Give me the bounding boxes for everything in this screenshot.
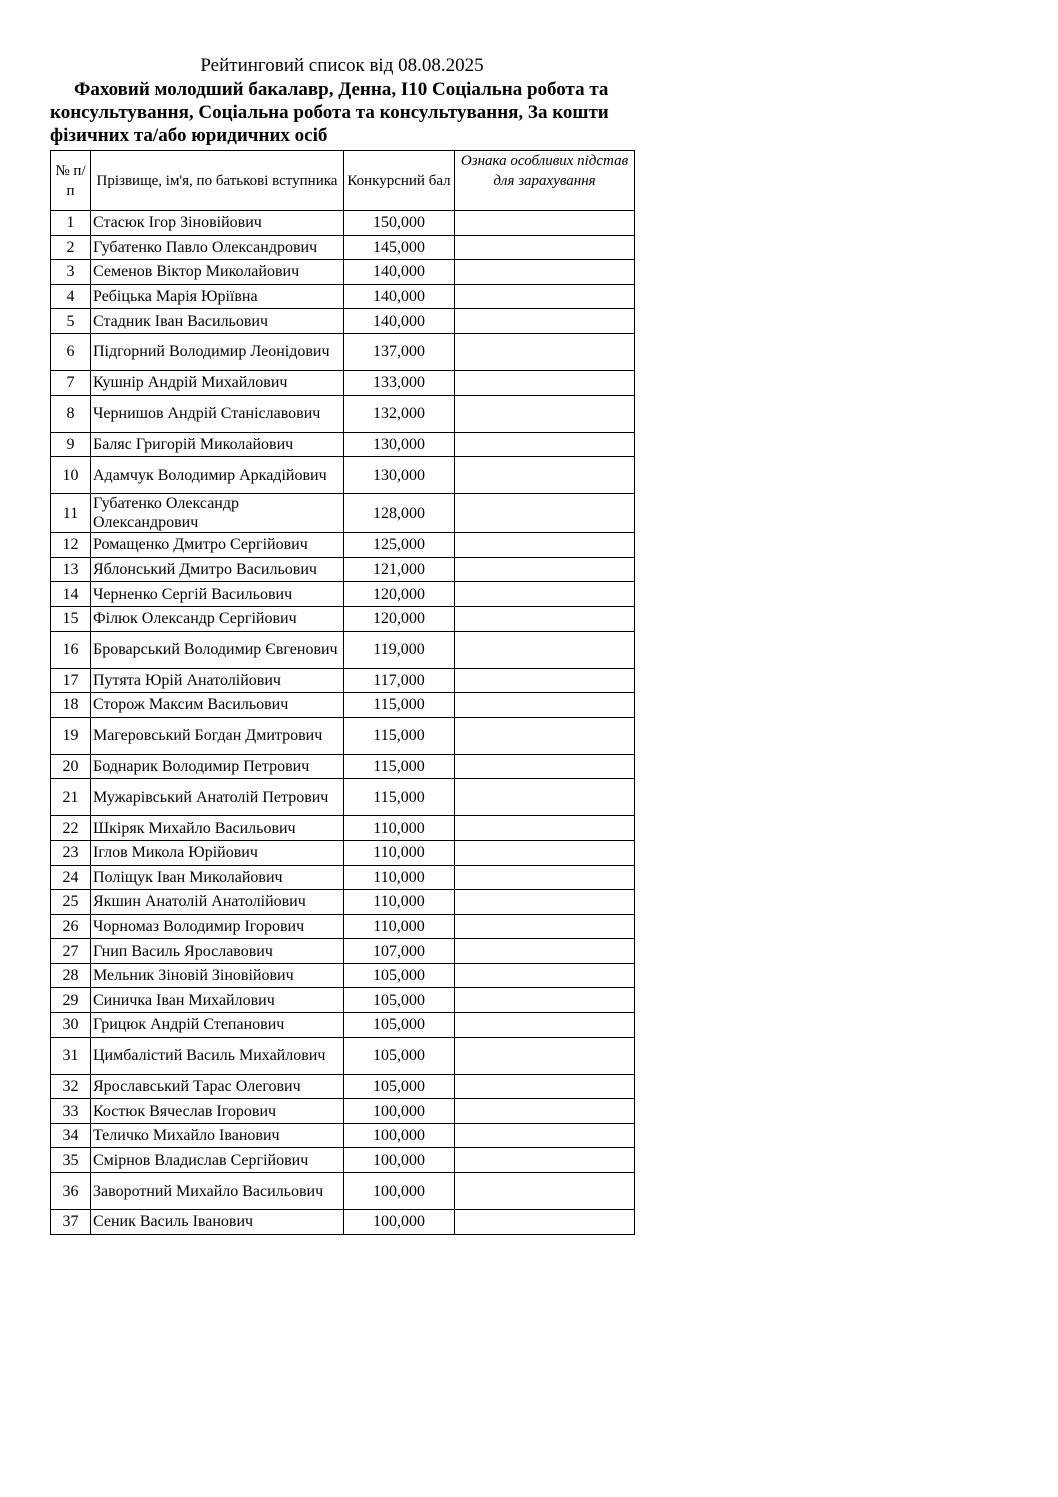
special-grounds-cell xyxy=(455,914,635,939)
special-grounds-cell xyxy=(455,963,635,988)
special-grounds-cell xyxy=(455,1148,635,1173)
special-grounds-cell xyxy=(455,1099,635,1124)
score-cell: 105,000 xyxy=(344,963,455,988)
table-row xyxy=(51,939,635,964)
applicant-name-cell: Путята Юрій Анатолійович xyxy=(91,668,344,693)
applicant-name-cell: Мельник Зіновій Зіновійович xyxy=(91,963,344,988)
score-cell: 150,000 xyxy=(344,211,455,236)
special-grounds-cell xyxy=(455,395,635,432)
applicant-name-cell: Ромащенко Дмитро Сергійович xyxy=(91,533,344,558)
special-grounds-cell xyxy=(455,754,635,779)
table-row xyxy=(51,1074,635,1099)
special-grounds-cell xyxy=(455,779,635,816)
special-grounds-cell xyxy=(455,939,635,964)
table-row xyxy=(51,1013,635,1038)
score-cell: 119,000 xyxy=(344,631,455,668)
row-number-cell: 4 xyxy=(51,284,91,309)
applicant-name-cell: Боднарик Володимир Петрович xyxy=(91,754,344,779)
applicant-name-cell: Ярославський Тарас Олегович xyxy=(91,1074,344,1099)
table-row xyxy=(51,606,635,631)
row-number-cell: 15 xyxy=(51,606,91,631)
special-grounds-cell xyxy=(455,1074,635,1099)
table-row xyxy=(51,668,635,693)
applicant-name-cell: Костюк Вячеслав Ігорович xyxy=(91,1099,344,1124)
score-cell: 100,000 xyxy=(344,1210,455,1235)
applicant-name-cell: Семенов Віктор Миколайович xyxy=(91,260,344,285)
table-row xyxy=(51,890,635,915)
score-cell: 100,000 xyxy=(344,1123,455,1148)
special-grounds-cell xyxy=(455,235,635,260)
applicant-name-cell: Синичка Іван Михайлович xyxy=(91,988,344,1013)
table-row xyxy=(51,840,635,865)
applicant-name-cell: Теличко Михайло Іванович xyxy=(91,1123,344,1148)
table-row xyxy=(51,494,635,533)
table-row xyxy=(51,963,635,988)
applicant-name-cell: Сторож Максим Васильович xyxy=(91,693,344,718)
row-number-cell: 6 xyxy=(51,333,91,370)
applicant-name-cell: Губатенко Павло Олександрович xyxy=(91,235,344,260)
table-row xyxy=(51,457,635,494)
score-cell: 145,000 xyxy=(344,235,455,260)
special-grounds-cell xyxy=(455,865,635,890)
table-row xyxy=(51,432,635,457)
row-number-cell: 29 xyxy=(51,988,91,1013)
row-number-cell: 13 xyxy=(51,557,91,582)
score-cell: 107,000 xyxy=(344,939,455,964)
special-grounds-cell xyxy=(455,211,635,236)
applicant-name-cell: Цимбалістий Василь Михайлович xyxy=(91,1037,344,1074)
row-number-cell: 14 xyxy=(51,582,91,607)
special-grounds-cell xyxy=(455,284,635,309)
table-body xyxy=(51,211,635,1235)
score-cell: 115,000 xyxy=(344,717,455,754)
score-cell: 105,000 xyxy=(344,988,455,1013)
table-row xyxy=(51,1037,635,1074)
row-number-cell: 8 xyxy=(51,395,91,432)
table-row xyxy=(51,816,635,841)
applicant-name-cell: Броварський Володимир Євгенович xyxy=(91,631,344,668)
score-cell: 100,000 xyxy=(344,1173,455,1210)
score-cell: 137,000 xyxy=(344,333,455,370)
applicant-name-cell: Магеровський Богдан Дмитрович xyxy=(91,717,344,754)
table-row xyxy=(51,557,635,582)
row-number-cell: 34 xyxy=(51,1123,91,1148)
row-number-cell: 10 xyxy=(51,457,91,494)
special-grounds-cell xyxy=(455,432,635,457)
score-cell: 115,000 xyxy=(344,754,455,779)
score-cell: 125,000 xyxy=(344,533,455,558)
special-grounds-cell xyxy=(455,693,635,718)
applicant-name-cell: Філюк Олександр Сергійович xyxy=(91,606,344,631)
applicant-name-cell: Черненко Сергій Васильович xyxy=(91,582,344,607)
special-grounds-cell xyxy=(455,717,635,754)
applicant-name-cell: Адамчук Володимир Аркадійович xyxy=(91,457,344,494)
applicant-name-cell: Стасюк Ігор Зіновійович xyxy=(91,211,344,236)
column-header-name: Прізвище, ім'я, по батькові вступника xyxy=(91,151,344,211)
row-number-cell: 36 xyxy=(51,1173,91,1210)
table-row xyxy=(51,754,635,779)
score-cell: 120,000 xyxy=(344,582,455,607)
score-cell: 115,000 xyxy=(344,693,455,718)
table-row xyxy=(51,533,635,558)
row-number-cell: 7 xyxy=(51,370,91,395)
row-number-cell: 18 xyxy=(51,693,91,718)
score-cell: 121,000 xyxy=(344,557,455,582)
row-number-cell: 17 xyxy=(51,668,91,693)
row-number-cell: 26 xyxy=(51,914,91,939)
table-row xyxy=(51,914,635,939)
row-number-cell: 24 xyxy=(51,865,91,890)
table-row xyxy=(51,284,635,309)
row-number-cell: 21 xyxy=(51,779,91,816)
score-cell: 120,000 xyxy=(344,606,455,631)
table-row xyxy=(51,1210,635,1235)
special-grounds-cell xyxy=(455,840,635,865)
row-number-cell: 20 xyxy=(51,754,91,779)
special-grounds-cell xyxy=(455,333,635,370)
score-cell: 110,000 xyxy=(344,816,455,841)
special-grounds-cell xyxy=(455,631,635,668)
special-grounds-cell xyxy=(455,890,635,915)
applicant-name-cell: Заворотний Михайло Васильович xyxy=(91,1173,344,1210)
score-cell: 110,000 xyxy=(344,840,455,865)
score-cell: 140,000 xyxy=(344,260,455,285)
score-cell: 105,000 xyxy=(344,1013,455,1038)
score-cell: 105,000 xyxy=(344,1037,455,1074)
applicant-name-cell: Підгорний Володимир Леонідович xyxy=(91,333,344,370)
special-grounds-cell xyxy=(455,309,635,334)
row-number-cell: 37 xyxy=(51,1210,91,1235)
special-grounds-cell xyxy=(455,1123,635,1148)
applicant-name-cell: Смірнов Владислав Сергійович xyxy=(91,1148,344,1173)
special-grounds-cell xyxy=(455,457,635,494)
special-grounds-cell xyxy=(455,1013,635,1038)
column-header-number: № п/п xyxy=(51,151,91,211)
table-row xyxy=(51,395,635,432)
table-row xyxy=(51,260,635,285)
applicant-name-cell: Стадник Іван Васильович xyxy=(91,309,344,334)
table-row xyxy=(51,693,635,718)
score-cell: 105,000 xyxy=(344,1074,455,1099)
score-cell: 130,000 xyxy=(344,457,455,494)
table-row xyxy=(51,988,635,1013)
row-number-cell: 25 xyxy=(51,890,91,915)
table-row xyxy=(51,865,635,890)
row-number-cell: 2 xyxy=(51,235,91,260)
applicant-name-cell: Якшин Анатолій Анатолійович xyxy=(91,890,344,915)
table-row xyxy=(51,1173,635,1210)
row-number-cell: 5 xyxy=(51,309,91,334)
table-row xyxy=(51,1099,635,1124)
score-cell: 117,000 xyxy=(344,668,455,693)
applicant-name-cell: Баляс Григорій Миколайович xyxy=(91,432,344,457)
score-cell: 130,000 xyxy=(344,432,455,457)
rating-table xyxy=(50,150,635,1235)
row-number-cell: 31 xyxy=(51,1037,91,1074)
table-row xyxy=(51,717,635,754)
table-row xyxy=(51,370,635,395)
score-cell: 110,000 xyxy=(344,890,455,915)
row-number-cell: 1 xyxy=(51,211,91,236)
table-row xyxy=(51,235,635,260)
special-grounds-cell xyxy=(455,988,635,1013)
special-grounds-cell xyxy=(455,606,635,631)
page-title: Рейтинговий список від 08.08.2025 xyxy=(200,55,484,76)
score-cell: 132,000 xyxy=(344,395,455,432)
table-row xyxy=(51,582,635,607)
score-cell: 110,000 xyxy=(344,914,455,939)
applicant-name-cell: Грицюк Андрій Степанович xyxy=(91,1013,344,1038)
score-cell: 115,000 xyxy=(344,779,455,816)
special-grounds-cell xyxy=(455,1173,635,1210)
column-header-special-grounds: Ознака особливих підстав для зарахування xyxy=(455,151,635,211)
column-header-score: Конкурсний бал xyxy=(344,151,455,211)
score-cell: 133,000 xyxy=(344,370,455,395)
special-grounds-cell xyxy=(455,533,635,558)
table-row xyxy=(51,631,635,668)
score-cell: 110,000 xyxy=(344,865,455,890)
applicant-name-cell: Іглов Микола Юрійович xyxy=(91,840,344,865)
applicant-name-cell: Чорномаз Володимир Ігорович xyxy=(91,914,344,939)
special-grounds-cell xyxy=(455,1210,635,1235)
row-number-cell: 22 xyxy=(51,816,91,841)
special-grounds-cell xyxy=(455,816,635,841)
applicant-name-cell: Яблонський Дмитро Васильович xyxy=(91,557,344,582)
special-grounds-cell xyxy=(455,557,635,582)
row-number-cell: 33 xyxy=(51,1099,91,1124)
applicant-name-cell: Кушнір Андрій Михайлович xyxy=(91,370,344,395)
page-subtitle: Фаховий молодший бакалавр, Денна, I10 Соціальна робота та консультування, Соціальна робота та консультування, За кошти фізичних та/або юридичних осіб xyxy=(50,79,609,146)
row-number-cell: 30 xyxy=(51,1013,91,1038)
score-cell: 128,000 xyxy=(344,494,455,533)
row-number-cell: 19 xyxy=(51,717,91,754)
row-number-cell: 32 xyxy=(51,1074,91,1099)
applicant-name-cell: Гнип Василь Ярославович xyxy=(91,939,344,964)
applicant-name-cell: Шкіряк Михайло Васильович xyxy=(91,816,344,841)
applicant-name-cell: Губатенко Олександр Олександрович xyxy=(91,494,344,533)
applicant-name-cell: Поліщук Іван Миколайович xyxy=(91,865,344,890)
score-cell: 140,000 xyxy=(344,309,455,334)
score-cell: 100,000 xyxy=(344,1099,455,1124)
row-number-cell: 9 xyxy=(51,432,91,457)
score-cell: 140,000 xyxy=(344,284,455,309)
row-number-cell: 3 xyxy=(51,260,91,285)
special-grounds-cell xyxy=(455,1037,635,1074)
table-header-row xyxy=(51,151,635,211)
table-row xyxy=(51,333,635,370)
row-number-cell: 28 xyxy=(51,963,91,988)
row-number-cell: 35 xyxy=(51,1148,91,1173)
special-grounds-cell xyxy=(455,494,635,533)
row-number-cell: 12 xyxy=(51,533,91,558)
row-number-cell: 23 xyxy=(51,840,91,865)
applicant-name-cell: Ребіцька Марія Юріївна xyxy=(91,284,344,309)
row-number-cell: 16 xyxy=(51,631,91,668)
table-row xyxy=(51,779,635,816)
applicant-name-cell: Мужарівський Анатолій Петрович xyxy=(91,779,344,816)
table-row xyxy=(51,1123,635,1148)
special-grounds-cell xyxy=(455,260,635,285)
score-cell: 100,000 xyxy=(344,1148,455,1173)
table-row xyxy=(51,309,635,334)
row-number-cell: 27 xyxy=(51,939,91,964)
row-number-cell: 11 xyxy=(51,494,91,533)
table-row xyxy=(51,211,635,236)
table-row xyxy=(51,1148,635,1173)
special-grounds-cell xyxy=(455,582,635,607)
applicant-name-cell: Сеник Василь Іванович xyxy=(91,1210,344,1235)
applicant-name-cell: Чернишов Андрій Станіславович xyxy=(91,395,344,432)
special-grounds-cell xyxy=(455,370,635,395)
special-grounds-cell xyxy=(455,668,635,693)
